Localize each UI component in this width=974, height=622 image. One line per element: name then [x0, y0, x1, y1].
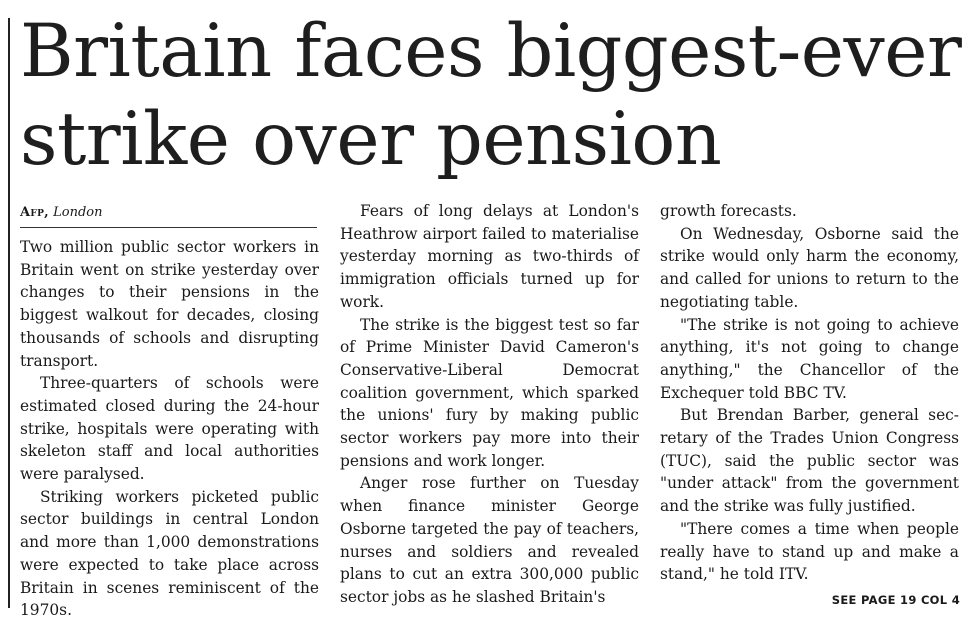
paragraph: "The strike is not going to achieve anything, it's not going to change anything," the Chancellor of the Exchequer told BBC TV.: [660, 315, 959, 402]
continuation-jump-line: SEE PAGE 19 COL 4: [831, 593, 960, 607]
byline-agency: Afp,: [20, 205, 49, 220]
article-column-1: [20, 236, 319, 622]
headline-line-2: strike over pension: [20, 97, 722, 182]
paragraph: The strike is the biggest test so far of Prime Minister David Cameron's Conservative-Liberal Democrat coalition government, which sparked the unions' fury by making public sector workers pay more into their pensions and work longer.: [340, 315, 639, 470]
paragraph: "There comes a time when people really have to stand up and make a stand," he told ITV.: [660, 519, 959, 584]
paragraph: Two million public sector workers in Britain went on strike yesterday over changes to their pensions in the biggest walkout for decades, closing thousands of schools and disrupting transport.: [20, 238, 319, 370]
paragraph: On Wednesday, Osborne said the strike would only harm the economy, and called for unions to return to the negotiating table.: [660, 224, 959, 311]
byline-divider: [20, 227, 317, 228]
byline-location: London: [53, 205, 103, 220]
paragraph: Three-quarters of schools were estimated closed during the 24-hour strike, hospitals were operating with skeleton staff and local authorities were paralysed.: [20, 374, 319, 484]
left-column-rule: [8, 18, 10, 608]
headline-line-1: Britain faces biggest-ever: [20, 9, 962, 94]
paragraph: Fears of long delays at London's Heathrow airport failed to materialise yesterday morning as two-thirds of immigration officials turned up for work.: [340, 202, 639, 311]
paragraph: Striking workers picketed public sector buildings in central London and more than 1,000 demonstrations were expected to take place across Britain in scenes reminiscent of the 1970s.: [20, 487, 319, 620]
paragraph: Anger rose further on Tuesday when finance minister George Osborne targeted the pay of teachers, nurses and soldiers and revealed plans to cut an extra 300,000 public sector jobs as he slashed Britain's: [340, 474, 639, 606]
paragraph: growth forecasts.: [660, 202, 797, 220]
headline: [20, 8, 970, 184]
byline: [20, 204, 102, 222]
article-column-3: [660, 200, 959, 586]
paragraph: But Brendan Barber, general secretary of the Trades Union Congress (TUC), said the public sector was "under attack" from the government and the strike was fully justified.: [660, 406, 959, 516]
article-column-2: [340, 200, 639, 609]
